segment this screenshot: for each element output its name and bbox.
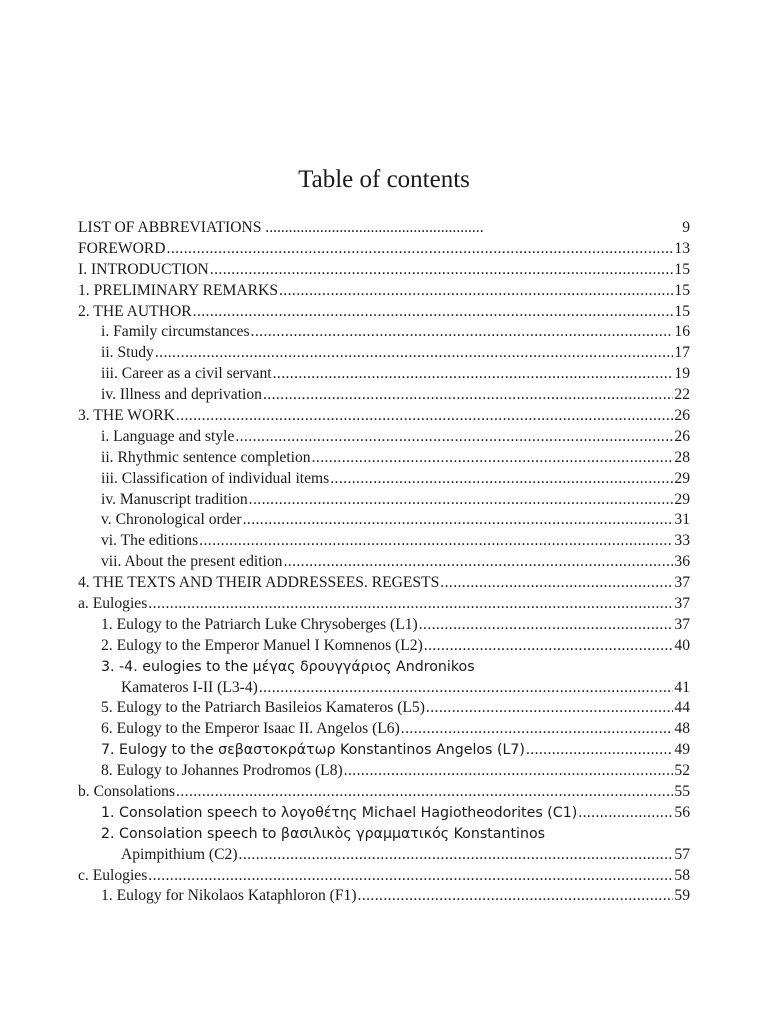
- toc-entry-page-number: 16: [674, 323, 690, 341]
- toc-entry-label: 1. PRELIMINARY REMARKS: [78, 281, 278, 299]
- dot-leader: [239, 845, 674, 866]
- dot-leader: [199, 531, 673, 552]
- toc-entry-page-number: 52: [674, 762, 690, 780]
- dot-leader: [210, 260, 674, 281]
- toc-entry: [78, 740, 690, 761]
- toc-entry: [78, 866, 690, 887]
- dot-leader: [279, 281, 673, 302]
- toc-entry: [78, 448, 690, 469]
- toc-entry-label: 7. Eulogy to the σεβαστοκράτωρ Konstantinos Angelos (L7): [101, 742, 525, 759]
- toc-entry-page-number: 33: [674, 532, 690, 550]
- toc-entry-page-number: 44: [674, 699, 690, 717]
- dot-leader: [440, 573, 673, 594]
- toc-entry: [78, 573, 690, 594]
- toc-entry-label: vi. The editions: [101, 532, 199, 550]
- toc-entry-page-number: 15: [674, 281, 690, 299]
- toc-entry-label: 2. Eulogy to the Emperor Manuel I Komnenos (L2): [101, 636, 423, 654]
- toc-entry: [78, 636, 690, 657]
- toc-entry-page-number: 37: [674, 595, 690, 613]
- dot-leader: [251, 322, 674, 343]
- toc-entry-label: i. Language and style: [101, 427, 235, 445]
- toc-entry-page-number: 56: [674, 803, 690, 821]
- toc-entry: [78, 594, 690, 615]
- toc-entry-page-number: 29: [674, 490, 690, 508]
- toc-entry-label: 1. Eulogy to the Patriarch Luke Chrysoberges (L1): [101, 615, 418, 633]
- toc-entry-page-number: 37: [674, 574, 690, 592]
- toc-entry-label: 4. THE TEXTS AND THEIR ADDRESSEES. REGESTS: [78, 574, 440, 592]
- toc-entry-label: 2. THE AUTHOR: [78, 302, 192, 320]
- toc-entry-page-number: 58: [674, 866, 690, 884]
- toc-entry-page-number: 15: [674, 260, 690, 278]
- toc-entry-page-number: 13: [674, 239, 690, 257]
- dot-leader: [358, 887, 674, 908]
- toc-entry-label: FOREWORD: [78, 239, 166, 257]
- toc-entry: [78, 322, 690, 343]
- toc-entry-label: 2. Consolation speech to βασιλικὸς γραμματικός Konstantinos: [101, 825, 546, 842]
- toc-entry-page-number: 17: [674, 344, 690, 362]
- dot-leader: [283, 552, 673, 573]
- toc-entry: [78, 218, 690, 239]
- dot-leader: [249, 490, 674, 511]
- toc-entry-page-number: 26: [674, 407, 690, 424]
- toc-entry: [78, 761, 690, 782]
- toc-entry-page-number: 49: [674, 741, 690, 759]
- toc-entry-label: b. Consolations: [78, 783, 176, 801]
- dot-leader: [401, 719, 674, 740]
- toc-entry-label: I. INTRODUCTION: [78, 260, 209, 278]
- toc-entry-label: iv. Manuscript tradition: [101, 490, 248, 508]
- dot-leader: [167, 239, 674, 260]
- toc-entry-label: iv. Illness and deprivation: [101, 386, 262, 404]
- toc-entry: [78, 698, 690, 719]
- toc-entry-label: LIST OF ABBREVIATIONS ........................................................: [78, 218, 484, 236]
- toc-entry: [78, 239, 690, 260]
- toc-entry: [78, 782, 690, 803]
- dot-leader: [243, 510, 674, 531]
- toc-entry-page-number: 37: [674, 615, 690, 633]
- toc-entry: [78, 531, 690, 552]
- toc-entry: [78, 260, 690, 281]
- dot-leader: [176, 782, 673, 803]
- toc-entry: [78, 302, 690, 323]
- toc-entry-label: iii. Career as a civil servant: [101, 365, 272, 383]
- toc-entry: [78, 385, 690, 406]
- toc-entry-label: 1. Eulogy for Nikolaos Kataphloron (F1): [101, 887, 357, 905]
- toc-entry-label: a. Eulogies: [78, 595, 148, 613]
- dot-leader: [312, 448, 674, 469]
- dot-leader: [176, 406, 674, 427]
- toc-entry-label: iii. Classification of individual items: [101, 469, 330, 487]
- dot-leader: [426, 698, 673, 719]
- toc-entry: [78, 887, 690, 908]
- toc-entry-page-number: 26: [674, 427, 690, 445]
- toc-entry: [78, 364, 690, 385]
- toc-entry-page-number: 31: [674, 511, 690, 529]
- toc-entry: [78, 510, 690, 531]
- dot-leader: [155, 343, 674, 364]
- toc-entry-page-number: 57: [674, 845, 690, 863]
- toc-entry-label: i. Family circumstances: [101, 323, 250, 341]
- toc-entry: [78, 803, 690, 824]
- toc-entry-page-number: 29: [674, 469, 690, 487]
- toc-entry-page-number: 59: [674, 887, 690, 905]
- toc-entry-label: Kamateros I-II (L3-4): [121, 678, 258, 696]
- toc-entry-label: ii. Study: [101, 344, 154, 362]
- toc-entry-label: 5. Eulogy to the Patriarch Basileios Kamateros (L5): [101, 699, 425, 717]
- toc-entry-page-number: 19: [674, 365, 690, 383]
- dot-leader: [344, 761, 674, 782]
- toc-entry: [78, 824, 690, 845]
- toc-entry-label: c. Eulogies: [78, 866, 148, 884]
- dot-leader: [485, 218, 674, 239]
- toc-entry-page-number: 22: [674, 386, 690, 404]
- toc-entry: [78, 678, 690, 699]
- dot-leader: [193, 302, 674, 323]
- dot-leader: [578, 803, 673, 824]
- page-title: Table of contents: [298, 166, 470, 193]
- toc-entry-page-number: 48: [674, 720, 690, 738]
- toc-entry: [78, 615, 690, 636]
- toc-entry: [78, 406, 690, 427]
- toc-entry-page-number: 36: [674, 553, 690, 571]
- toc-entry-page-number: 9: [682, 218, 690, 236]
- toc-entry-page-number: 28: [674, 448, 690, 466]
- toc-entry-label: 8. Eulogy to Johannes Prodromos (L8): [101, 762, 343, 780]
- toc-entry: [78, 469, 690, 490]
- toc-entry-page-number: 55: [674, 783, 690, 801]
- toc-entry-page-number: 40: [674, 636, 690, 654]
- toc-entry-page-number: 15: [674, 302, 690, 320]
- toc-entry: [78, 343, 690, 364]
- dot-leader: [235, 427, 673, 448]
- toc-entry: [78, 719, 690, 740]
- toc-entry-label: 3. THE WORK: [78, 407, 175, 424]
- toc-entry: [78, 657, 690, 678]
- toc-entry: [78, 552, 690, 573]
- toc-entry-label: 3. -4. eulogies to the μέγας δρουγγάριος Andronikos: [101, 658, 475, 675]
- toc-entry-label: ii. Rhythmic sentence completion: [101, 448, 311, 466]
- dot-leader: [330, 469, 673, 490]
- toc-entry-label: 6. Eulogy to the Emperor Isaac II. Angelos (L6): [101, 720, 400, 738]
- dot-leader: [263, 385, 673, 406]
- dot-leader: [148, 594, 673, 615]
- toc-entry-label: Apimpithium (C2): [121, 845, 238, 863]
- toc-entry-label: v. Chronological order: [101, 511, 242, 529]
- toc-entry: [78, 490, 690, 511]
- toc-entry-page-number: 41: [674, 678, 690, 696]
- toc-entry: [78, 845, 690, 866]
- dot-leader: [273, 364, 674, 385]
- dot-leader: [419, 615, 674, 636]
- dot-leader: [259, 678, 674, 699]
- table-of-contents: [78, 218, 690, 907]
- dot-leader: [424, 636, 674, 657]
- toc-entry: [78, 427, 690, 448]
- toc-entry-label: vii. About the present edition: [101, 553, 283, 571]
- dot-leader: [526, 740, 673, 761]
- dot-leader: [148, 866, 673, 887]
- toc-entry: [78, 281, 690, 302]
- toc-entry-label: 1. Consolation speech to λογοθέτης Michael Hagiotheodorites (C1): [101, 804, 578, 821]
